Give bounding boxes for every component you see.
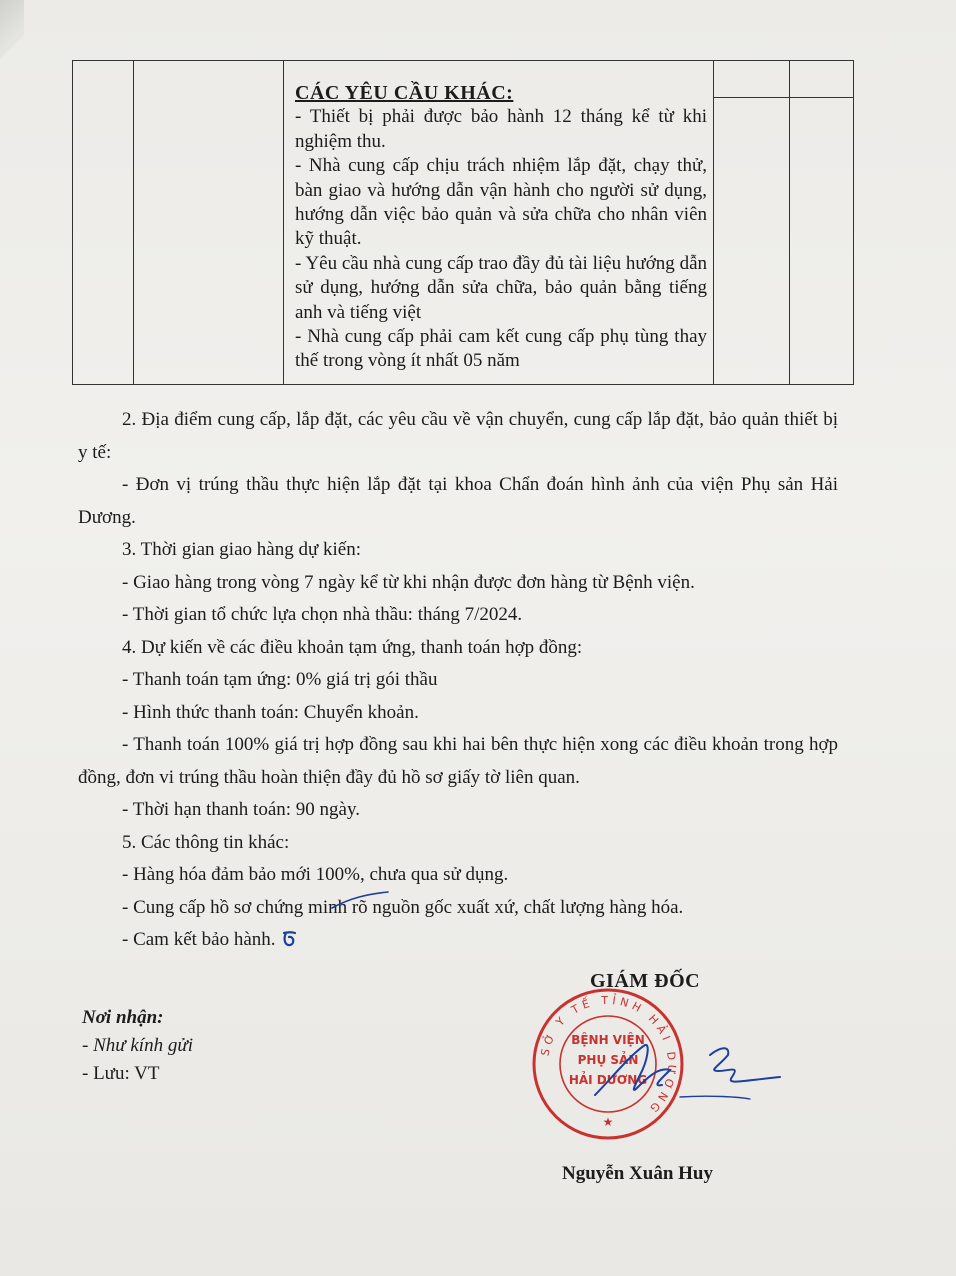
stamp-ring-text: SỞ Y TẾ TỈNH HẢI DƯƠNG [538, 993, 679, 1118]
spec-requirements-cell [295, 81, 707, 374]
section-5-item: - Cung cấp hồ sơ chứng minh rõ nguồn gốc xuất xứ, chất lượng hàng hóa. [122, 896, 684, 918]
requirement-item: - Nhà cung cấp phải cam kết cung cấp phụ tùng thay thế trong vòng ít nhất 05 năm [295, 326, 707, 372]
signer-title: GIÁM ĐỐC [590, 970, 701, 992]
recipients-block [82, 1004, 193, 1088]
requirement-item: - Yêu cầu nhà cung cấp trao đầy đủ tài liệu hướng dẫn sử dụng, hướng dẫn sửa chữa, bảo quản bằng tiếng anh và tiếng việt [295, 252, 707, 323]
section-4-item: - Thanh toán 100% giá trị hợp đồng sau khi hai bên thực hiện xong các điều khoản trong hợp đồng, đơn vi trúng thầu hoàn thiện đầy đủ hồ sơ giấy tờ liên quan. [78, 734, 838, 788]
section-3-title: 3. Thời gian giao hàng dự kiến: [122, 539, 361, 560]
table-col-divider [133, 61, 134, 384]
stamp-star-icon: ★ [602, 1115, 614, 1129]
section-4-item: - Hình thức thanh toán: Chuyển khoản. [122, 701, 419, 723]
stamp-center-line: HẢI DƯƠNG [568, 1073, 648, 1087]
table-col-divider [789, 61, 790, 384]
spec-table [72, 60, 854, 385]
recipient-line: - Lưu: VT [82, 1063, 160, 1084]
pen-initial-mark-icon [280, 927, 302, 949]
section-4-item: - Thời hạn thanh toán: 90 ngày. [122, 799, 361, 820]
signer-name: Nguyễn Xuân Huy [562, 1163, 713, 1184]
section-5-item: - Hàng hóa đảm bảo mới 100%, chưa qua sử dụng. [122, 864, 509, 885]
section-2-item: - Đơn vị trúng thầu thực hiện lắp đặt tại khoa Chẩn đoán hình ảnh của viện Phụ sản Hải Dương. [78, 474, 838, 528]
requirement-item: - Thiết bị phải được bảo hành 12 tháng kể từ khi nghiệm thu. [295, 106, 707, 152]
recipients-heading: Nơi nhận: [82, 1007, 164, 1028]
table-row-divider [713, 97, 853, 98]
section-2-title: 2. Địa điểm cung cấp, lắp đặt, các yêu cầu về vận chuyển, cung cấp lắp đặt, bảo quản thiết bị y tế: [78, 409, 838, 463]
page-fold [0, 0, 24, 60]
section-5-item-last [78, 924, 838, 957]
stamp-center-line: BỆNH VIỆN [571, 1033, 645, 1047]
section-4-title: 4. Dự kiến về các điều khoản tạm ứng, thanh toán hợp đồng: [122, 636, 583, 658]
table-col-divider [713, 61, 714, 384]
handwritten-signature [590, 1025, 790, 1105]
section-3-item: - Thời gian tổ chức lựa chọn nhà thầu: tháng 7/2024. [122, 604, 523, 625]
section-4-item: - Thanh toán tạm ứng: 0% giá trị gói thầu [122, 669, 438, 690]
section-3-item: - Giao hàng trong vòng 7 ngày kể từ khi nhận được đơn hàng từ Bệnh viện. [122, 571, 695, 593]
stamp-center-line: PHỤ SẢN [577, 1053, 639, 1067]
section-5-title: 5. Các thông tin khác: [122, 831, 290, 853]
recipient-line: - Như kính gửi [82, 1035, 193, 1056]
table-col-divider [283, 61, 284, 384]
document-body [78, 404, 838, 957]
requirements-heading: CÁC YÊU CẦU KHÁC: [295, 82, 514, 104]
pen-stroke-icon [330, 890, 390, 910]
requirement-item: - Nhà cung cấp chịu trách nhiệm lắp đặt, chạy thử, bàn giao và hướng dẫn vận hành cho người sử dụng, hướng dẫn việc bảo quản và sửa chữa cho nhân viên kỹ thuật. [295, 155, 707, 250]
section-5-item: - Cam kết bảo hành. [122, 929, 276, 950]
